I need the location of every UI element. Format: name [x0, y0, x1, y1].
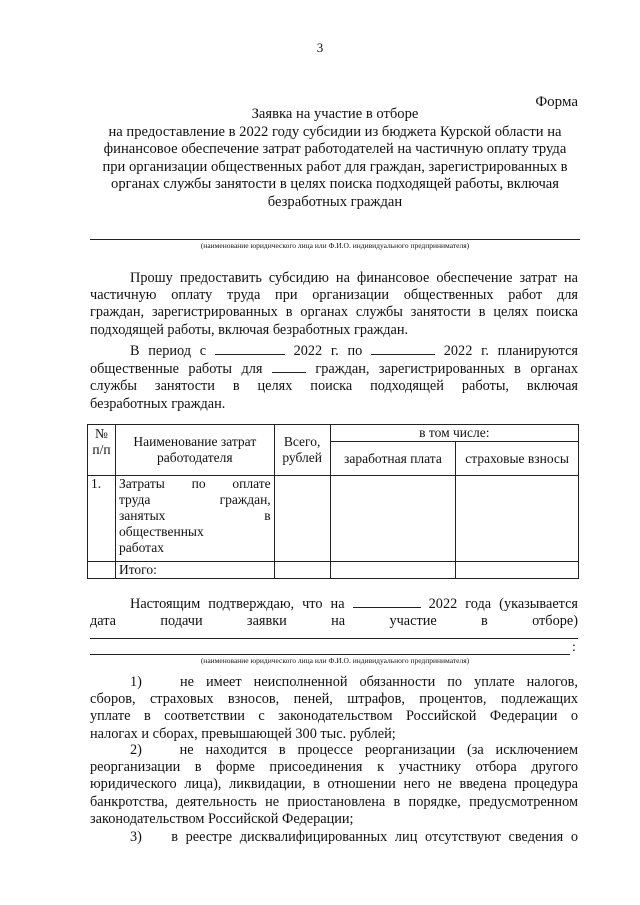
period-paragraph: [90, 342, 578, 413]
total-salary-cell[interactable]: [330, 562, 456, 579]
document-title: [90, 106, 580, 212]
header-total: Всего, рублей: [274, 425, 330, 476]
row-insurance-cell[interactable]: [456, 476, 579, 562]
total-sum-cell[interactable]: [274, 562, 330, 579]
row-total-cell[interactable]: [274, 476, 330, 562]
item-text: в реестре дисквалифицированных лиц отсутствуют сведения о: [171, 829, 578, 845]
paragraph-line: безработных граждан.: [90, 395, 226, 412]
header-cost-name: Наименование затрат работодателя: [115, 425, 274, 476]
paragraph-line: [90, 342, 578, 360]
period-text: В период с: [130, 343, 207, 359]
item-line: реорганизации в форме присоединения к участнику отбора другого: [90, 759, 578, 776]
condition-item-2: [90, 742, 578, 828]
item-line: [90, 674, 578, 691]
confirm-date-field[interactable]: [353, 595, 421, 608]
paragraph-line: [90, 595, 578, 613]
total-insurance-cell[interactable]: [456, 562, 579, 579]
cost-name-line: работах: [118, 540, 164, 555]
title-line: безработных граждан: [267, 193, 403, 210]
applicant-name-caption-2: (наименование юридического лица или Ф.И.О. индивидуального предпринимателя): [200, 656, 470, 665]
applicant-name-caption: (наименование юридического лица или Ф.И.О. индивидуального предпринимателя): [200, 241, 470, 250]
cost-name-line: занятых в: [118, 508, 271, 523]
title-line: Заявка на участие в отборе: [251, 106, 419, 122]
period-text: общественные работы для: [90, 361, 263, 378]
applicant-name-line-3[interactable]: [90, 654, 570, 655]
paragraph-line: службы занятости в целях поиска подходящей работы, включая: [90, 378, 578, 395]
paragraph-line: частичную оплату труда при организации общественных работ для: [90, 287, 578, 304]
header-including: в том числе:: [330, 425, 578, 442]
item-line: законодательством Российской Федерации;: [90, 810, 354, 827]
paragraph-line: подходящей работы, включая безработных граждан.: [90, 321, 409, 338]
form-label: Форма: [535, 94, 578, 110]
confirm-text: 2022 года (указывается: [428, 596, 579, 612]
title-line: органах службы занятости в целях поиска подходящей работы, включая: [111, 176, 559, 193]
item-line: [90, 742, 578, 759]
cost-table: [87, 424, 579, 579]
period-text: 2022 г. по: [293, 343, 363, 359]
applicant-name-line-2[interactable]: [90, 638, 578, 639]
row-cost-name: [115, 476, 274, 562]
title-line: финансовое обеспечение затрат работодателей на частичную оплату труда: [103, 141, 567, 158]
item-line: [90, 829, 578, 846]
paragraph-line: Прошу предоставить субсидию на финансовое обеспечение затрат на: [130, 270, 578, 286]
total-num-cell: [88, 562, 116, 579]
period-start-field[interactable]: [215, 342, 285, 355]
request-paragraph: [90, 270, 578, 339]
total-label: Итого:: [115, 562, 274, 579]
citizens-count-field[interactable]: [272, 360, 306, 373]
period-end-field[interactable]: [371, 342, 435, 355]
colon: :: [572, 640, 576, 655]
item-text: не находится в процессе реорганизации (за исключением: [179, 742, 578, 758]
confirmation-paragraph: [90, 595, 578, 630]
header-num: № п/п: [88, 425, 116, 476]
condition-item-1: [90, 674, 578, 743]
item-line: сборов, страховых взносов, пеней, штрафов, процентов, подлежащих: [90, 691, 578, 708]
applicant-name-line[interactable]: [90, 239, 580, 240]
confirm-text: Настоящим подтверждаю, что на: [130, 596, 345, 612]
header-salary: заработная плата: [330, 442, 456, 476]
cost-name-line: Затраты по оплате: [118, 476, 271, 491]
cost-name-line: общественных: [118, 524, 204, 539]
header-insurance: страховые взносы: [456, 442, 579, 476]
item-line: банкротства, деятельность не приостановлена в порядке, предусмотренном: [90, 793, 578, 810]
period-text: граждан, зарегистрированных в органах: [315, 361, 579, 378]
title-line: при организации общественных работ для граждан, зарегистрированных в: [102, 158, 568, 175]
period-text: 2022 г. планируются: [443, 343, 578, 359]
row-salary-cell[interactable]: [330, 476, 456, 562]
row-num: 1.: [88, 476, 116, 562]
paragraph-line: [90, 360, 578, 378]
item-line: налогах и сборах, превышающей 300 тыс. рублей;: [90, 725, 396, 742]
item-text: не имеет неисполненной обязанности по уплате налогов,: [179, 674, 578, 690]
page-number: 3: [316, 40, 324, 55]
item-number: 1): [130, 674, 142, 690]
condition-item-3: [90, 829, 578, 846]
item-line: уплате в соответствии с законодательством Российской Федерации о: [90, 708, 578, 725]
item-line: юридического лица), ликвидации, в отношении него не введена процедура: [90, 776, 578, 793]
paragraph-line: граждан, зарегистрированных в органах службы занятости в целях поиска: [90, 304, 578, 321]
paragraph-line: дата подачи заявки на участие в отборе): [90, 613, 578, 630]
item-number: 2): [130, 742, 142, 758]
item-number: 3): [130, 829, 142, 845]
cost-name-line: труда граждан,: [118, 492, 271, 507]
title-line: на предоставление в 2022 году субсидии из бюджета Курской области на: [108, 123, 562, 140]
